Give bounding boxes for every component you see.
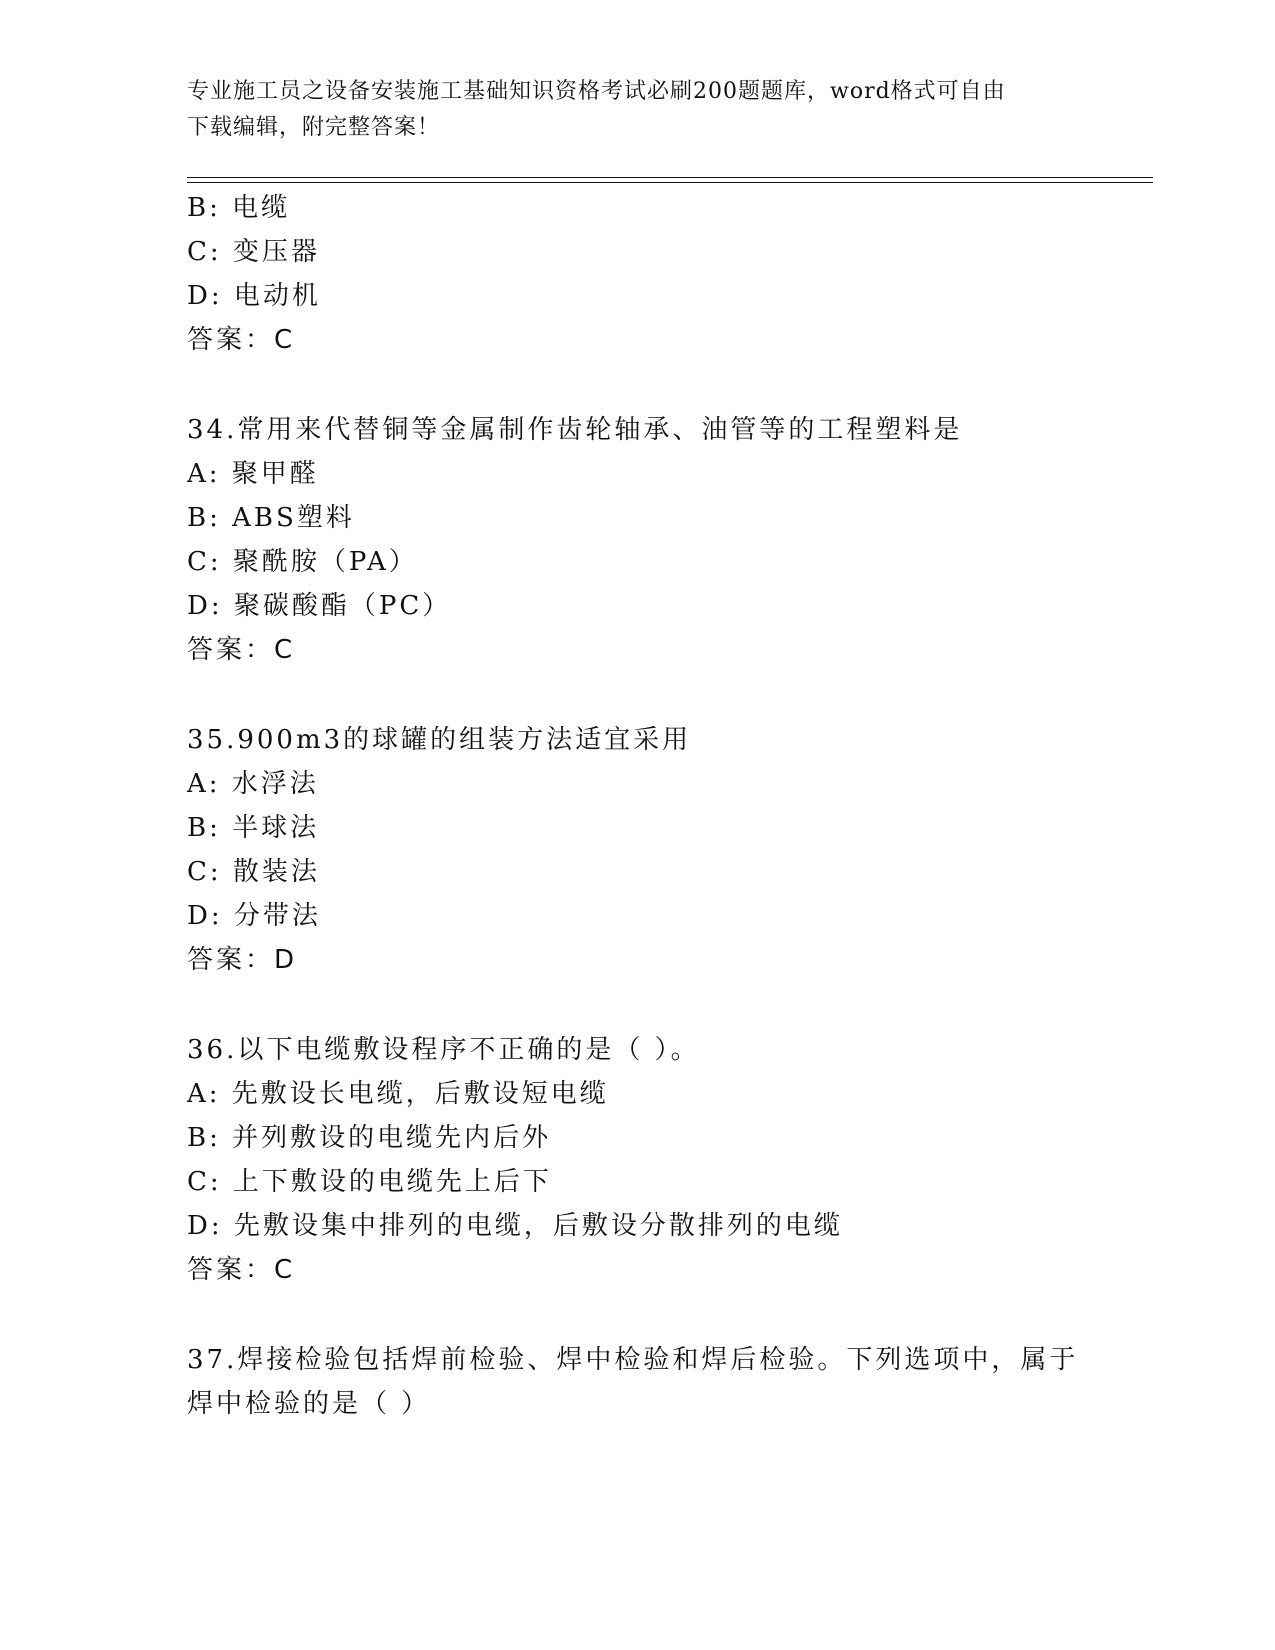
q34-option-b: B: ABS塑料 [187,503,355,533]
q35-answer: 答案：D [187,945,298,975]
q35-option-b: B: 半球法 [187,813,320,843]
q34-option-d: D: 聚碳酸酯（PC） [187,591,452,621]
q34-option-a: A: 聚甲醛 [187,459,319,489]
q36-question: 36.以下电缆敷设程序不正确的是（ ）。 [187,1035,700,1065]
q36-option-b: B: 并列敷设的电缆先内后外 [187,1123,552,1153]
header-line-1: 专业施工员之设备安装施工基础知识资格考试必刷200题题库，word格式可自由 [187,79,1006,104]
q34-answer: 答案：C [187,635,296,665]
q37-question-line-1: 37.焊接检验包括焊前检验、焊中检验和焊后检验。下列选项中，属于 [187,1345,1079,1375]
header-rule-bottom [187,182,1153,183]
q33-option-d: D: 电动机 [187,281,321,311]
q34-option-c: C: 聚酰胺（PA） [187,547,418,577]
q36-option-d: D: 先敷设集中排列的电缆，后敷设分散排列的电缆 [187,1211,843,1241]
q36-option-c: C: 上下敷设的电缆先上后下 [187,1167,552,1197]
q35-option-a: A: 水浮法 [187,769,319,799]
q35-option-d: D: 分带法 [187,901,321,931]
q35-option-c: C: 散装法 [187,857,320,887]
q33-option-c: C: 变压器 [187,237,320,267]
q33-option-b: B: 电缆 [187,193,291,223]
header-rule-top [187,177,1153,178]
q36-option-a: A: 先敷设长电缆，后敷设短电缆 [187,1079,609,1109]
q37-question-line-2: 焊中检验的是（ ） [187,1389,431,1419]
document-header [187,74,1087,146]
q35-question: 35.900m3的球罐的组装方法适宜采用 [187,725,692,755]
q36-answer: 答案：C [187,1255,296,1285]
header-line-2: 下载编辑，附完整答案！ [187,115,441,140]
q33-answer: 答案：C [187,325,296,355]
q34-question: 34.常用来代替铜等金属制作齿轮轴承、油管等的工程塑料是 [187,415,963,445]
